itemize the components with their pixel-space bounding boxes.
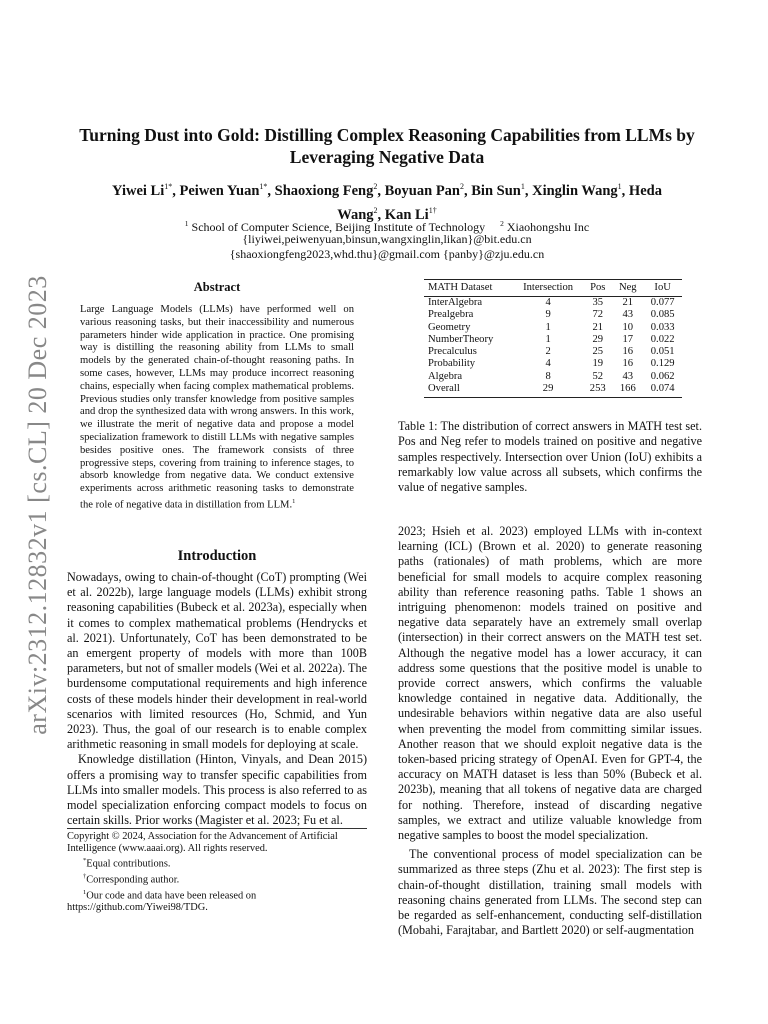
- table-cell: 16: [622, 358, 634, 370]
- table-cell: 0.077: [650, 297, 675, 308]
- table-cell: 0.085: [650, 309, 675, 321]
- table-cell: 19: [592, 358, 604, 370]
- column-header: MATH Dataset: [428, 282, 493, 293]
- author-name: Shaoxiong Feng: [274, 182, 374, 199]
- paragraph: Knowledge distillation (Hinton, Vinyals, and Dean 2015) offers a promising way to transfer specific capabilities from LLMs into smaller models. This process is also referred to as model specialization enforcing compact models to focus on certain skills. Prior works (Magister et al. 2023; Fu et al.: [67, 752, 367, 828]
- table-cell: Precalculus: [428, 346, 477, 358]
- table-cell: 43: [622, 309, 634, 321]
- table-cell: 0.129: [650, 358, 675, 370]
- results-table: [424, 279, 682, 398]
- author-name: Kan Li: [384, 206, 429, 223]
- table-cell: 35: [592, 297, 604, 308]
- table-cell: 8: [545, 370, 551, 382]
- table-cell: 1: [545, 321, 551, 333]
- paragraph: Nowadays, owing to chain-of-thought (CoT) prompting (Wei et al. 2022b), large language models (LLMs) exhibit strong reasoning capabilities (Bubeck et al. 2023a), especially when it comes to complex mathematical problems (Hendrycks et al. 2021). Unfortunately, CoT has been demonstrated to be an emergent property of models with more than 100B parameters, but not of smaller models (Wei et al. 2022a). The burdensome computational requirements and high inference costs of these models hinder their development in real-world scenarios with limited resources (Ho, Schmid, and Yun 2023). Thus, the goal of our research is to enable complex arithmetic reasoning in small models for deploying at scale.: [67, 570, 367, 752]
- table-cell: 72: [592, 309, 604, 321]
- table-row: [424, 297, 682, 310]
- table-cell: Algebra: [428, 370, 463, 382]
- abstract-heading: Abstract: [193, 280, 241, 294]
- table-cell: 0.033: [650, 321, 675, 333]
- author-list: Yiwei $Li^{1*}$, Peiwen Yuan$^{1*}$, Shaoxiong Feng$^2$, Boyuan Pan$^2$, Bin Sun$^1$, Xinglin Wang$^1$, Heda Wang$^2$, Kan $Li^{1\dagger}$: [112, 182, 662, 223]
- author-name: Xinglin Wang: [532, 182, 618, 199]
- table-cell: 29: [592, 333, 604, 345]
- author-name: Wang: [337, 206, 374, 223]
- table-cell: 4: [545, 358, 551, 370]
- footnote-mark: 1: [83, 888, 87, 896]
- author-mark: 2: [460, 182, 464, 191]
- author-mark: 1: [520, 182, 525, 191]
- table-cell: 21: [622, 297, 634, 308]
- copyright-notice: Copyright © 2024, Association for the Advancement of Artificial Intelligence (www.aaai.org). All rights reserved.: [67, 831, 338, 855]
- footnote: [67, 887, 367, 915]
- affil-mark: 2: [500, 219, 504, 228]
- author-name: Heda: [628, 182, 662, 199]
- footnote: [67, 871, 367, 887]
- table-cell: 25: [592, 346, 604, 358]
- footnote-mark: *: [83, 857, 87, 865]
- arxiv-identifier: arXiv:2312.12832v1 [cs.CL] 20 Dec 2023: [23, 275, 52, 735]
- table-cell: 166: [619, 383, 636, 395]
- introduction-heading: Introduction: [177, 548, 257, 564]
- footnote-ref: 1: [292, 497, 296, 505]
- author-name: Bin Sun: [471, 182, 521, 199]
- table-cell: 16: [622, 346, 634, 358]
- column-header: Pos: [590, 282, 606, 293]
- table-cell: 253: [589, 383, 606, 395]
- author-name: Peiwen Yuan: [179, 182, 260, 199]
- affil-mark: 1: [184, 219, 189, 228]
- author-mark: 2: [373, 182, 378, 191]
- paper-title: Turning Dust into Gold: Distilling Complex Reasoning Capabilities from LLMs by Leveraging Negative Data: [79, 125, 695, 167]
- table-cell: 2: [545, 346, 551, 358]
- table-row: [424, 346, 682, 358]
- table-cell: 1: [545, 333, 551, 345]
- column-header: Intersection: [523, 282, 574, 293]
- table-cell: 21: [592, 321, 604, 333]
- footnote-text: Our code and data have been released on https://github.com/Yiwei98/TDG.: [67, 890, 257, 914]
- author-mark: 1: [617, 182, 622, 191]
- footnotes: [67, 831, 367, 915]
- footnote: [67, 855, 367, 871]
- table-row: [424, 358, 682, 370]
- author-name: Yiwei Li: [112, 182, 165, 199]
- table-cell: InterAlgebra: [428, 297, 483, 308]
- table-cell: 0.062: [650, 370, 675, 382]
- author-mark: 1*: [259, 182, 268, 191]
- author-mark: 1†: [428, 205, 437, 215]
- abstract-body: [80, 304, 354, 512]
- author-mark: 2: [373, 205, 378, 215]
- email-line: {shaoxiongfeng2023,whd.thu}@gmail.com {panby}@zju.edu.cn: [229, 247, 545, 261]
- table-cell: Probability: [428, 358, 476, 370]
- table-cell: 0.022: [650, 333, 675, 345]
- footnote-divider: [67, 828, 367, 829]
- column-header: IoU: [654, 282, 671, 293]
- table-cell: 0.074: [650, 383, 675, 395]
- table-cell: 43: [622, 370, 634, 382]
- right-column-body: [398, 524, 702, 938]
- table-cell: 10: [622, 321, 634, 333]
- author-name: Boyuan Pan: [384, 182, 460, 199]
- table-cell: Overall: [428, 383, 460, 395]
- column-header: Neg: [618, 282, 637, 293]
- table-cell: Prealgebra: [428, 309, 474, 321]
- table-cell: NumberTheory: [428, 333, 494, 345]
- table-row: [424, 309, 682, 321]
- affiliation-2: Xiaohongshu Inc: [506, 220, 590, 234]
- table-cell: 52: [592, 370, 604, 382]
- table-header-row: [424, 280, 682, 297]
- table-row: [424, 371, 682, 383]
- table-cell: 9: [545, 309, 551, 321]
- abstract-text: Large Language Models (LLMs) have performed well on various reasoning tasks, but their inaccessibility and numerous parameters hinder wide application in practice. One promising way is distilling the reasoning ability from LLMs to small models by the generated chain-of-thought reasoning paths. In some cases, however, LLMs may produce incorrect reasoning chains, especially when facing complex mathematical problems. Previous studies only transfer knowledge from positive samples and drop the synthesized data with wrong answers. In this work, we illustrate the merit of negative data and propose a model specialization framework to distill LLMs with negative samples besides positive ones. The framework consists of three progressive steps, covering from training to inference stages, to absorb knowledge from negative data. We conduct extensive experiments across arithmetic reasoning tasks to demonstrate the role of negative data in distillation from LLM.: [80, 304, 354, 511]
- table-cell: Geometry: [428, 321, 471, 333]
- table-row: [424, 334, 682, 346]
- paragraph: 2023; Hsieh et al. 2023) employed LLMs with in-context learning (ICL) (Brown et al. 2020) to generate reasoning paths (rationales) of math problems, which are more beneficial for small models to acquire complex reasoning ability than reference reasoning paths. Table 1 shows an intriguing phenomenon: models trained on positive and negative data separately have an extremely small overlap (intersection) in their correct answers on the MATH test set. Although the negative model has a lower accuracy, it can address some questions that the positive model is unable to provide correct answers, which confirms the valuable knowledge contained in negative data. Additionally, the undesirable behaviors within negative data are also useful when preventing the model from committing similar issues. Another reason that we should exploit negative data is the token-based pricing strategy of OpenAI. Even for GPT-4, the accuracy on MATH dataset is less than 50% (Bubeck et al. 2023b), meaning that all tokens of negative data are charged for nothing. Therefore, instead of discarding negative samples, we extract and utilize valuable knowledge from negative samples to boost the model specialization.: [398, 524, 702, 843]
- table-row-total: [424, 383, 682, 398]
- affiliation-1: School of Computer Science, Beijing Institute of Technology: [191, 220, 486, 234]
- footnote-text: Equal contributions.: [86, 858, 171, 870]
- author-mark: 1*: [164, 182, 173, 191]
- introduction-body: [67, 570, 367, 828]
- footnote-text: Corresponding author.: [86, 874, 180, 886]
- table-caption: Table 1: The distribution of correct answers in MATH test set. Pos and Neg refer to models trained on positive and negative samples respectively. Intersection over Union (IoU) exhibits a remarkably low value across all subsets, which confirms the value of negative samples.: [398, 419, 702, 495]
- paragraph: The conventional process of model specialization can be summarized as three steps (Zhu et al. 2023): The first step is chain-of-thought distillation, training small models with reasoning chains generated from LLMs. The second step can be regarded as self-enhancement, conducting self-distillation (Mobahi, Farajtabar, and Bartlett 2020) or self-augmentation: [398, 847, 702, 938]
- email-line: {liyiwei,peiwenyuan,binsun,wangxinglin,likan}@bit.edu.cn: [242, 232, 532, 246]
- arxiv-stamp: [8, 270, 68, 740]
- table-cell: 0.051: [650, 346, 675, 358]
- table-row: [424, 322, 682, 334]
- table-cell: 17: [622, 333, 634, 345]
- table-cell: 4: [545, 297, 551, 308]
- footnote-mark: †: [83, 873, 87, 881]
- table-cell: 29: [542, 383, 554, 395]
